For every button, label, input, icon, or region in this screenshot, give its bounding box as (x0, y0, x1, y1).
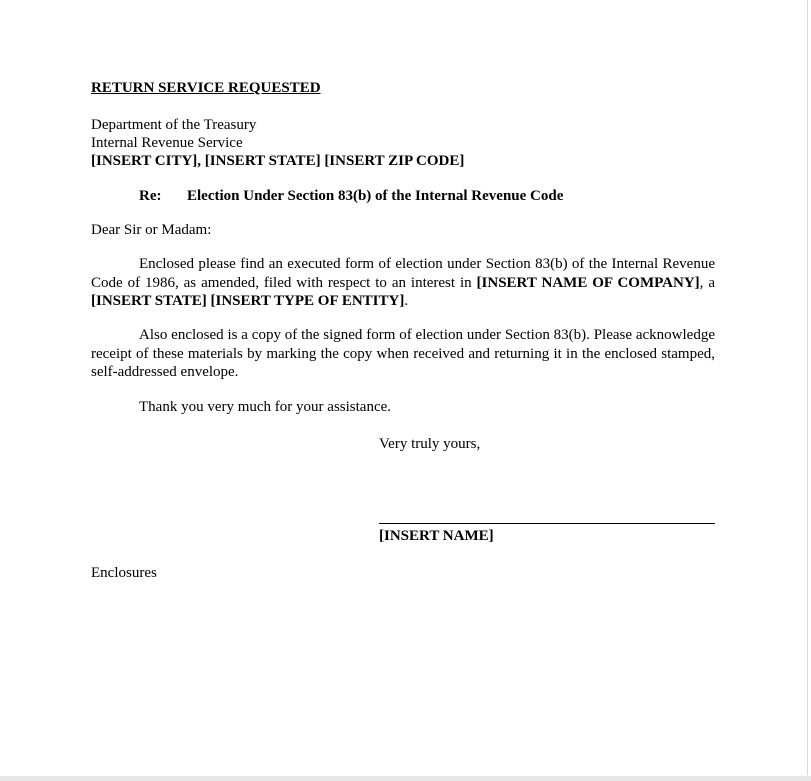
closing: Very truly yours, (379, 436, 481, 452)
paragraph-enclosed (91, 255, 715, 311)
company-name-placeholder: [INSERT NAME OF COMPANY] (476, 274, 700, 291)
re-subject: Election Under Section 83(b) of the Internal Revenue Code (187, 188, 564, 204)
return-service-heading: RETURN SERVICE REQUESTED (91, 80, 321, 96)
signer-name: [INSERT NAME] (379, 528, 494, 544)
paragraph-enclosed-text-b: , a (699, 274, 715, 291)
enclosures-label: Enclosures (91, 565, 157, 581)
entity-type-placeholder: [INSERT TYPE OF ENTITY] (210, 293, 405, 309)
address-line-2: Internal Revenue Service (91, 135, 243, 151)
address-line-1: Department of the Treasury (91, 117, 257, 133)
paragraph-enclosed-text-a: Enclosed please find an executed form of election under Section 83(b) of the Internal Revenue Code of 1986, as amended, filed with respect to an interest in (91, 256, 715, 291)
signature-line (379, 523, 715, 524)
paragraph-enclosed-text-d: . (404, 293, 409, 309)
paragraph-thank-you: Thank you very much for your assistance. (139, 399, 392, 415)
paragraph-also-enclosed: Also enclosed is a copy of the signed form of election under Section 83(b). Please acknowledge receipt of these materials by marking the copy when received and returning it in the enclosed stamped, self-addressed envelope. (91, 327, 715, 380)
re-label: Re: (139, 188, 162, 204)
window-bottom-edge (0, 776, 811, 781)
address-line-3: [INSERT CITY], [INSERT STATE] [INSERT ZIP CODE] (91, 153, 465, 169)
salutation: Dear Sir or Madam: (91, 222, 212, 238)
state-placeholder: [INSERT STATE] (91, 293, 207, 309)
